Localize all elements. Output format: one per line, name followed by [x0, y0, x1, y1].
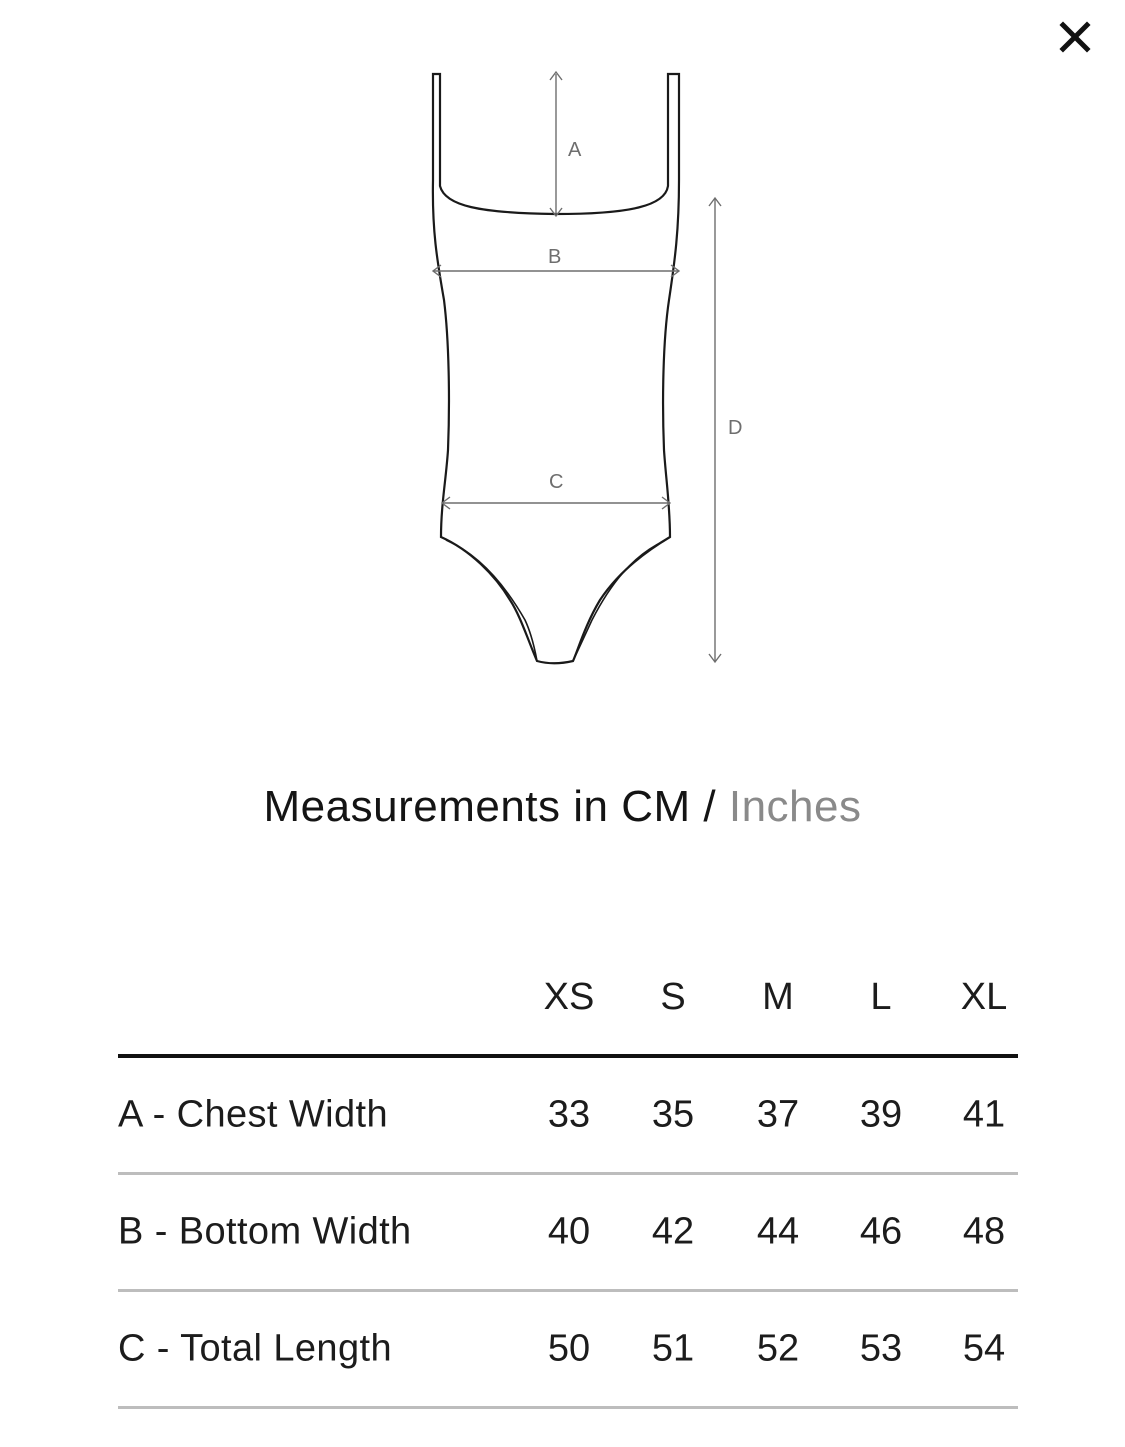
- measure-a: [550, 72, 562, 216]
- table-cell: 41: [962, 1093, 1006, 1136]
- table-cell: 53: [859, 1327, 903, 1370]
- row-label-bottom-width: B - Bottom Width: [118, 1210, 412, 1253]
- table-cell: 37: [756, 1093, 800, 1136]
- close-icon: [1052, 14, 1098, 60]
- table-row: [118, 1292, 1018, 1409]
- table-cell: 33: [547, 1093, 591, 1136]
- close-button[interactable]: [1052, 14, 1098, 60]
- unit-separator: /: [690, 782, 729, 831]
- table-cell: 44: [756, 1210, 800, 1253]
- size-header-xl: XL: [960, 976, 1008, 1018]
- row-label-chest-width: A - Chest Width: [118, 1093, 388, 1136]
- unit-inches-toggle[interactable]: Inches: [728, 782, 862, 831]
- table-row: [118, 1058, 1018, 1175]
- measure-label-b: B: [548, 246, 562, 268]
- size-header-l: L: [870, 976, 892, 1018]
- measure-label-c: C: [549, 471, 564, 493]
- table-cell: 52: [756, 1327, 800, 1370]
- table-cell: 35: [651, 1093, 695, 1136]
- measure-c: [442, 497, 670, 509]
- measure-d: [709, 198, 721, 662]
- heading-prefix: Measurements in: [263, 782, 622, 831]
- row-label-total-length: C - Total Length: [118, 1327, 392, 1370]
- table-row: [118, 1175, 1018, 1292]
- size-header-m: M: [762, 976, 794, 1018]
- table-cell: 51: [651, 1327, 695, 1370]
- table-cell: 48: [962, 1210, 1006, 1253]
- size-header-s: S: [660, 976, 686, 1018]
- table-cell: 42: [651, 1210, 695, 1253]
- table-cell: 54: [962, 1327, 1006, 1370]
- table-cell: 50: [547, 1327, 591, 1370]
- swimsuit-measurement-diagram: [380, 60, 780, 680]
- table-cell: 40: [547, 1210, 591, 1253]
- unit-cm-toggle[interactable]: CM: [621, 782, 691, 831]
- table-cell: 39: [859, 1093, 903, 1136]
- table-cell: 46: [859, 1210, 903, 1253]
- size-header-xs: XS: [543, 976, 595, 1018]
- size-chart-table: [118, 972, 1018, 1409]
- measure-label-d: D: [728, 417, 743, 439]
- measurements-heading: [0, 782, 1125, 832]
- size-header-row: [118, 972, 1018, 1058]
- measure-label-a: A: [568, 139, 582, 161]
